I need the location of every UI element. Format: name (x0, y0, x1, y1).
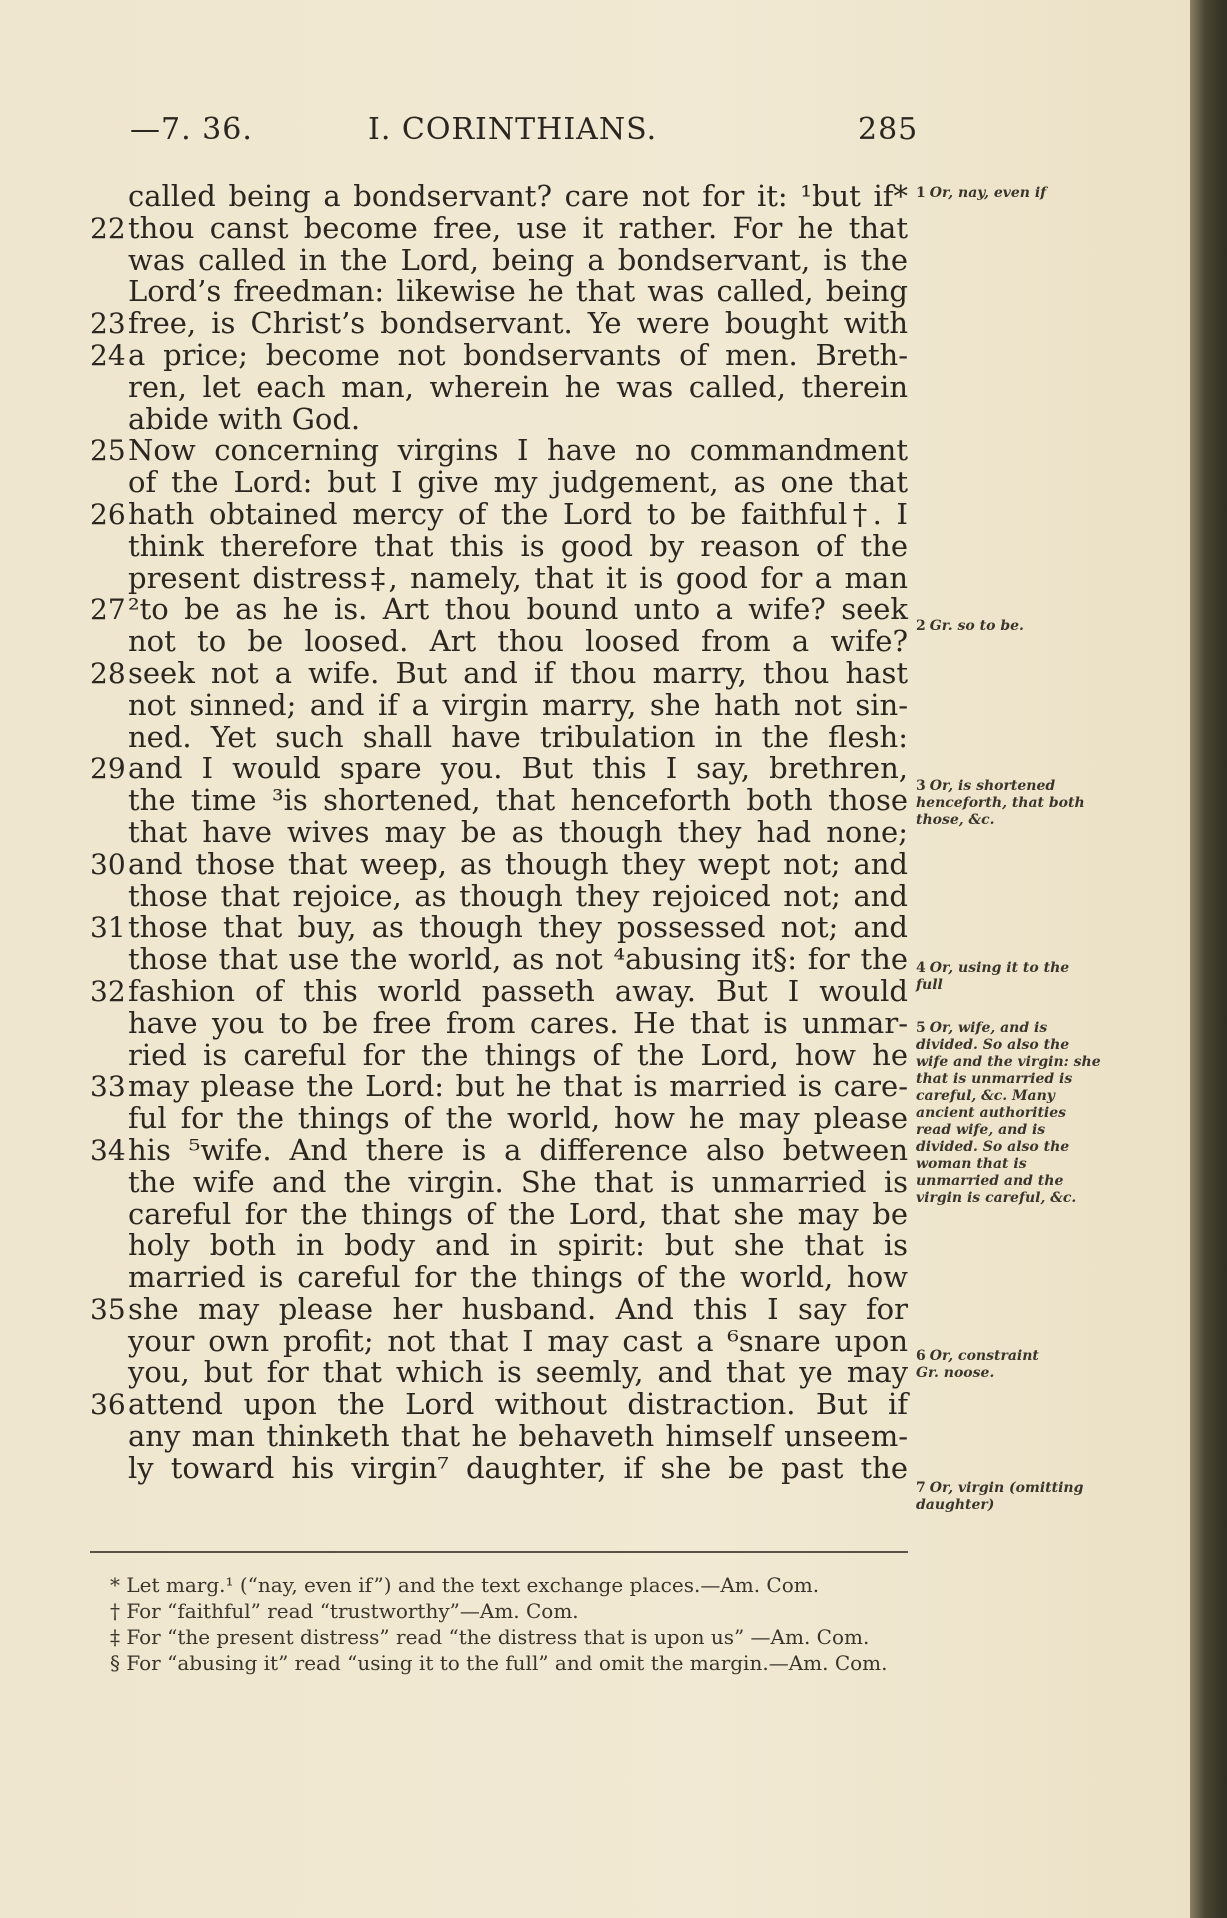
text-line (88, 560, 908, 595)
line-text: of the Lord: but I give my judgement, as one that (128, 465, 908, 500)
line-text: careful for the things of the Lord, that she may be (128, 1196, 908, 1231)
page-number: 285 (858, 112, 919, 147)
margin-note-1: 1 Or, nay, even if (916, 185, 1047, 201)
footnote: † For “faithful” read “trustworthy”—Am. Com. (110, 1599, 579, 1623)
line-text: hath obtained mercy of the Lord to be faithful†. I (128, 496, 908, 531)
text-line (88, 1164, 908, 1199)
text-line (88, 1071, 908, 1103)
line-text: married is careful for the things of the world, how (128, 1260, 908, 1295)
line-text: have you to be free from cares. He that is unmar- (128, 1005, 908, 1040)
text-line (88, 1357, 908, 1389)
text-line (88, 973, 908, 1008)
text-line (88, 1389, 908, 1421)
line-text: was called in the Lord, being a bondservant, is the (128, 242, 908, 277)
line-text: and those that weep, as though they wept not; and (128, 846, 908, 881)
margin-note-text: Or, is shortened henceforth, that both those, &c. (916, 778, 1085, 828)
verse-number: 30 (90, 847, 126, 881)
text-line (88, 369, 908, 404)
line-text: may please the Lord: but he that is married is care- (128, 1069, 908, 1104)
text-line (88, 1005, 908, 1040)
line-text: fashion of this world passeth away. But I would (128, 973, 908, 1008)
line-text: think therefore that this is good by reason of the (128, 528, 908, 563)
text-line (88, 1421, 908, 1453)
text-line (88, 719, 908, 754)
text-line (88, 496, 908, 531)
verse-number: 29 (90, 752, 126, 786)
footnote-divider (90, 1551, 908, 1553)
line-text: the wife and the virgin. She that is unmarried is (128, 1164, 908, 1199)
line-text: not to be loosed. Art thou loosed from a wife? (128, 624, 908, 659)
verse-number: 25 (90, 434, 126, 468)
verse-number: 26 (90, 497, 126, 531)
margin-note-6: 6 Or, constraint Gr. noose. (916, 1348, 1039, 1381)
footnotes (92, 1572, 922, 1676)
text-line (88, 912, 908, 944)
line-text: any man thinketh that he behaveth himself unseem- (128, 1419, 908, 1454)
line-text: she may please her husband. And this I say for (128, 1291, 908, 1326)
text-line (88, 846, 908, 881)
line-text: ly toward his virgin⁷ daughter, if she be past the (128, 1450, 908, 1485)
verse-number: 36 (90, 1388, 126, 1422)
text-line (88, 1037, 908, 1072)
line-text: those that rejoice, as though they rejoiced not; and (128, 878, 908, 913)
margin-note-text: Gr. so to be. (929, 618, 1024, 634)
line-text: ²to be as he is. Art thou bound unto a wife? seek (128, 592, 908, 627)
text-line (88, 687, 908, 722)
verse-number: 32 (90, 974, 126, 1008)
text-line (88, 1262, 908, 1294)
verse-number: 23 (90, 307, 126, 341)
line-text: attend upon the Lord without distraction. But if (128, 1387, 908, 1422)
text-line (88, 276, 908, 308)
text-line (88, 1323, 908, 1358)
text-line (88, 210, 908, 245)
verse-number: 28 (90, 656, 126, 690)
book-spine-edge (1190, 0, 1227, 1918)
margin-note-3: 3 Or, is shortened henceforth, that both those, &c. (916, 778, 1085, 828)
text-line (88, 785, 908, 817)
book-title: I. CORINTHIANS. (368, 112, 658, 147)
margin-note-text: Or, nay, even if (929, 185, 1047, 201)
text-line (88, 337, 908, 372)
text-line (88, 1450, 908, 1485)
text-line (88, 401, 908, 436)
text-line (88, 944, 908, 976)
verse-number: 27 (90, 593, 126, 627)
line-text: thou canst become free, use it rather. For he that (128, 210, 908, 245)
verse-number: 35 (90, 1292, 126, 1326)
margin-note-2: 2 Gr. so to be. (916, 618, 1024, 634)
line-text: the time ³is shortened, that henceforth both those (128, 783, 908, 818)
line-text: those that buy, as though they possessed not; and (128, 910, 908, 945)
line-text: that have wives may be as though they had none; (128, 814, 908, 849)
verse-number: 31 (90, 911, 126, 945)
line-text: abide with God. (128, 401, 361, 436)
line-text: Lord’s freedman: likewise he that was called, being (128, 274, 908, 309)
line-text: those that use the world, as not ⁴abusing it§: for the (128, 942, 908, 977)
verse-number: 24 (90, 338, 126, 372)
text-line (88, 467, 908, 499)
text-line (88, 626, 908, 658)
line-text: holy both in body and in spirit: but she that is (128, 1228, 908, 1263)
margin-note-text: Or, wife, and is divided. So also the wife and the virgin: she that is unmarried is careful, &c. Many ancient authorities read wife, and is divided. So also the woman that is unmarried and the virgin is careful, &c. (916, 1020, 1101, 1206)
text-line (88, 878, 908, 913)
text-line (88, 181, 908, 213)
line-text: you, but for that which is seemly, and that ye may (128, 1355, 908, 1390)
line-text: his ⁵wife. And there is a difference also between (128, 1132, 908, 1167)
line-text: present distress‡, namely, that it is good for a man (128, 560, 908, 595)
line-text: ful for the things of the world, how he may please (128, 1101, 908, 1136)
footnote: § For “abusing it” read “using it to the full” and omit the margin.—Am. Com. (110, 1651, 888, 1675)
margin-note-7: 7 Or, virgin (omitting daughter) (916, 1480, 1084, 1513)
verse-number: 34 (90, 1133, 126, 1167)
line-text: a price; become not bondservants of men. Breth- (128, 337, 908, 372)
margin-note-4: 4 Or, using it to the full (916, 960, 1070, 993)
text-line (88, 1132, 908, 1167)
line-text: called being a bondservant? care not for it: ¹but if* (128, 179, 908, 213)
text-line (88, 1291, 908, 1326)
verse-number: 22 (90, 211, 126, 245)
margin-note-5: 5 Or, wife, and is divided. So also the wife and the virgin: she that is unmarried is careful, &c. Many ancient authorities read wife, and is divided. So also the woman that is unmarried and the virgin is careful, &c. (916, 1020, 1101, 1206)
margin-note-text: Or, using it to the full (916, 960, 1070, 993)
line-text: and I would spare you. But this I say, brethren, (128, 751, 908, 786)
text-line (88, 528, 908, 563)
running-header (0, 112, 1190, 152)
footnote: ‡ For “the present distress” read “the distress that is upon us” —Am. Com. (110, 1625, 870, 1649)
text-line (88, 814, 908, 849)
text-line (88, 308, 908, 340)
line-text: seek not a wife. But and if thou marry, thou hast (128, 655, 908, 690)
line-text: ren, let each man, wherein he was called, therein (128, 369, 908, 404)
text-line (88, 435, 908, 467)
text-line (88, 594, 908, 626)
chapter-reference: —7. 36. (130, 112, 253, 147)
margin-note-text: Or, virgin (omitting daughter) (916, 1480, 1084, 1513)
verse-number: 33 (90, 1070, 126, 1104)
scripture-text (88, 181, 908, 1485)
line-text: your own profit; not that I may cast a ⁶snare upon (128, 1323, 908, 1358)
line-text: free, is Christ’s bondservant. Ye were bought with (128, 306, 908, 341)
text-line (88, 242, 908, 277)
line-text: ried is careful for the things of the Lord, how he (128, 1037, 908, 1072)
text-line (88, 1103, 908, 1135)
text-line (88, 753, 908, 785)
footnote: * Let marg.¹ (“nay, even if”) and the text exchange places.—Am. Com. (110, 1573, 820, 1597)
margin-note-text: Or, constraint Gr. noose. (916, 1348, 1039, 1381)
line-text: ned. Yet such shall have tribulation in the flesh: (128, 719, 908, 754)
text-line (88, 655, 908, 690)
line-text: Now concerning virgins I have no commandment (128, 433, 908, 468)
line-text: not sinned; and if a virgin marry, she hath not sin- (128, 687, 908, 722)
text-line (88, 1230, 908, 1262)
text-line (88, 1196, 908, 1231)
